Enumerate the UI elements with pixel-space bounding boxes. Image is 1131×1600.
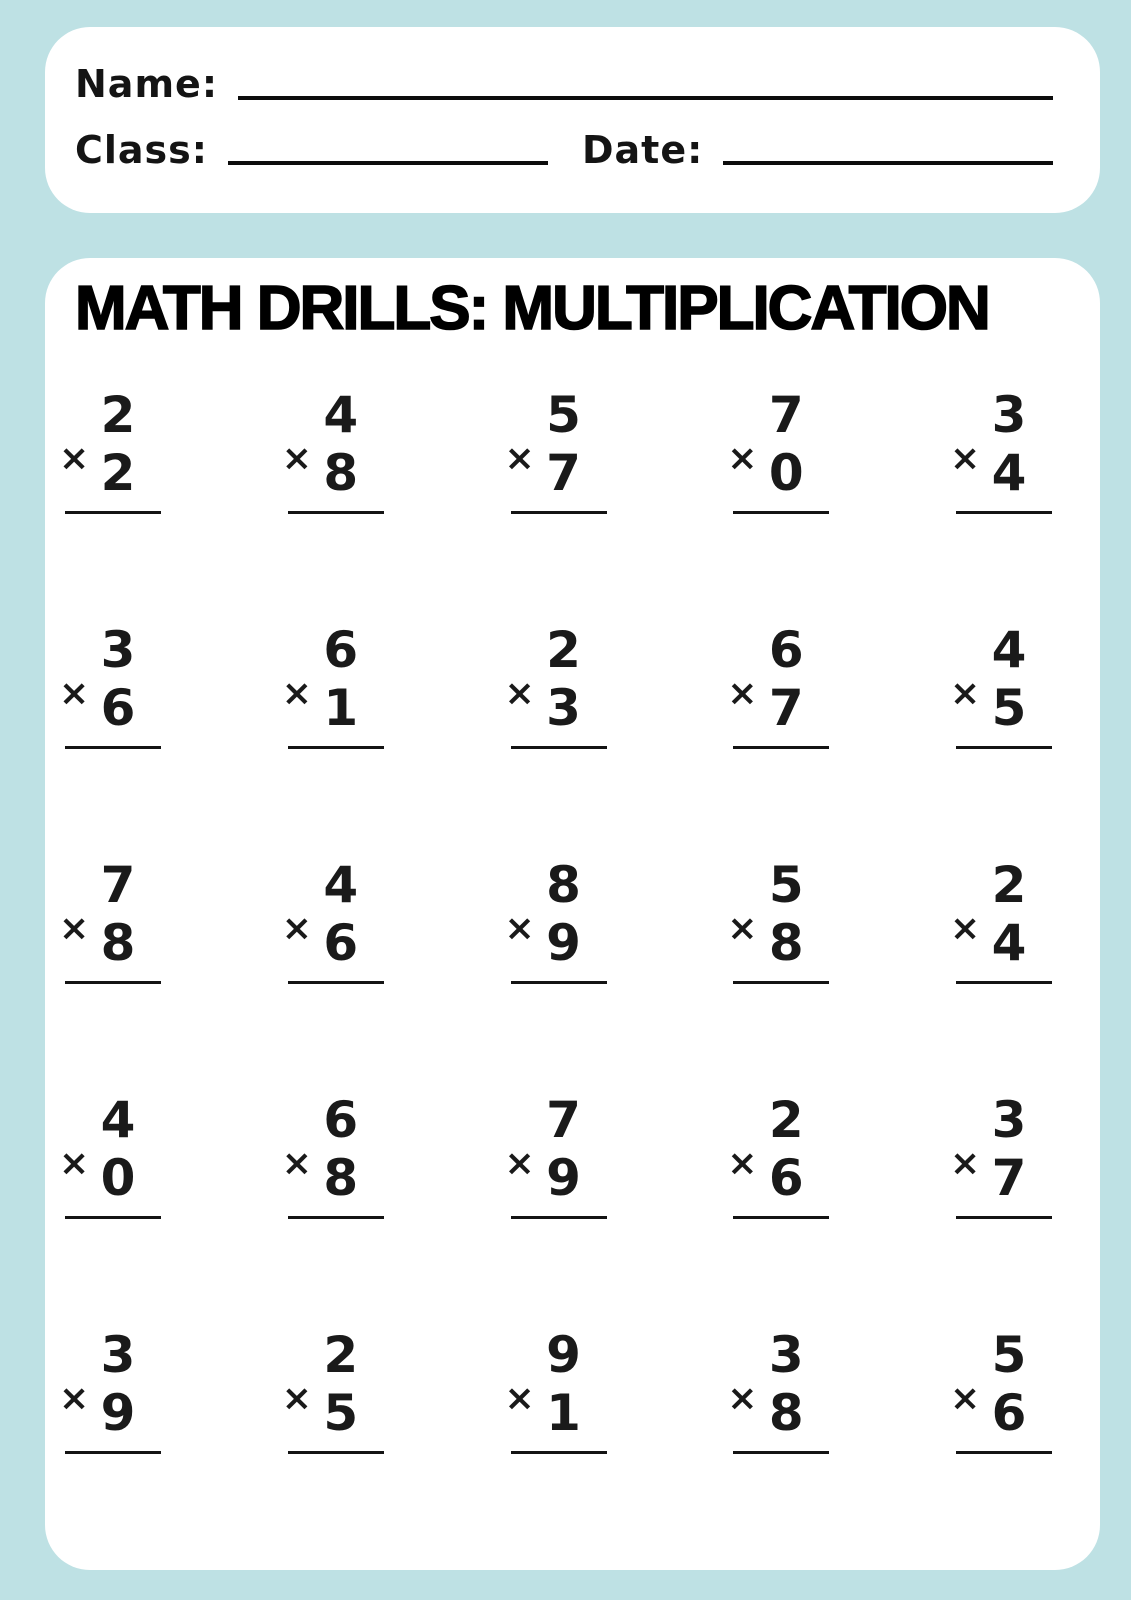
multiply-icon: × [504, 1143, 535, 1184]
multiply-icon: × [59, 1143, 90, 1184]
bottom-operand-row [281, 908, 384, 972]
multiplication-problem [727, 621, 829, 749]
bottom-operand: 6 [991, 1384, 1027, 1442]
multiplication-problem [504, 1091, 607, 1219]
multiply-icon: × [281, 1143, 312, 1184]
answer-line [956, 511, 1052, 514]
name-label: Name: [75, 62, 219, 106]
multiply-icon: × [727, 438, 758, 479]
multiply-icon: × [727, 908, 758, 949]
bottom-operand-row [281, 1143, 384, 1207]
bottom-operand: 5 [991, 679, 1027, 737]
worksheet-title: MATH DRILLS: MULTIPLICATION [75, 274, 989, 343]
problems-row [59, 1091, 1052, 1219]
multiplication-problem [281, 856, 384, 984]
multiplication-problem [950, 621, 1052, 749]
answer-line [511, 1451, 607, 1454]
top-operand: 6 [768, 621, 804, 679]
bottom-operand-row [950, 438, 1052, 502]
bottom-operand-row [59, 438, 161, 502]
top-operand: 3 [100, 621, 136, 679]
multiply-icon: × [504, 908, 535, 949]
answer-line [956, 1216, 1052, 1219]
top-operand: 7 [100, 856, 136, 914]
answer-line [511, 746, 607, 749]
answer-line [288, 1216, 384, 1219]
multiplication-problem [59, 856, 161, 984]
multiplication-problem [727, 1326, 829, 1454]
multiply-icon: × [950, 1378, 981, 1419]
name-line [238, 96, 1053, 100]
bottom-operand-row [727, 438, 829, 502]
bottom-operand: 5 [323, 1384, 359, 1442]
multiply-icon: × [950, 1143, 981, 1184]
answer-line [65, 511, 161, 514]
bottom-operand-row [950, 908, 1052, 972]
bottom-operand: 7 [768, 679, 804, 737]
multiplication-problem [727, 386, 829, 514]
multiplication-problem [504, 856, 607, 984]
bottom-operand: 0 [100, 1149, 136, 1207]
multiply-icon: × [59, 1378, 90, 1419]
top-operand: 2 [991, 856, 1027, 914]
bottom-operand-row [281, 1378, 384, 1442]
bottom-operand-row [59, 908, 161, 972]
bottom-operand-row [950, 1143, 1052, 1207]
top-operand: 4 [991, 621, 1027, 679]
answer-line [733, 1451, 829, 1454]
answer-line [288, 1451, 384, 1454]
bottom-operand-row [504, 908, 607, 972]
bottom-operand: 6 [100, 679, 136, 737]
bottom-operand-row [727, 673, 829, 737]
multiplication-problem [281, 621, 384, 749]
date-label: Date: [582, 127, 704, 172]
answer-line [733, 981, 829, 984]
multiply-icon: × [281, 673, 312, 714]
bottom-operand: 8 [100, 914, 136, 972]
answer-line [288, 981, 384, 984]
multiply-icon: × [950, 438, 981, 479]
multiply-icon: × [950, 673, 981, 714]
bottom-operand: 9 [100, 1384, 136, 1442]
multiply-icon: × [59, 438, 90, 479]
top-operand: 9 [546, 1326, 581, 1384]
multiply-icon: × [504, 438, 535, 479]
bottom-operand: 8 [768, 1384, 804, 1442]
answer-line [65, 981, 161, 984]
class-date-row [75, 129, 1053, 173]
answer-line [511, 981, 607, 984]
bottom-operand: 0 [768, 444, 804, 502]
multiplication-problem [727, 1091, 829, 1219]
answer-line [511, 1216, 607, 1219]
top-operand: 4 [323, 386, 359, 444]
student-info-card [45, 27, 1100, 213]
top-operand: 8 [546, 856, 581, 914]
answer-line [733, 1216, 829, 1219]
multiplication-problem [950, 1091, 1052, 1219]
top-operand: 3 [100, 1326, 136, 1384]
multiplication-problem [281, 1091, 384, 1219]
bottom-operand: 8 [323, 1149, 359, 1207]
top-operand: 3 [991, 1091, 1027, 1149]
multiplication-problem [727, 856, 829, 984]
multiplication-problem [950, 386, 1052, 514]
bottom-operand: 7 [991, 1149, 1027, 1207]
bottom-operand-row [727, 1143, 829, 1207]
answer-line [65, 1216, 161, 1219]
top-operand: 2 [100, 386, 136, 444]
top-operand: 4 [100, 1091, 136, 1149]
multiply-icon: × [59, 908, 90, 949]
multiplication-problem [504, 621, 607, 749]
multiply-icon: × [504, 1378, 535, 1419]
answer-line [956, 981, 1052, 984]
bottom-operand: 7 [546, 444, 581, 502]
top-operand: 2 [768, 1091, 804, 1149]
multiply-icon: × [504, 673, 535, 714]
multiplication-problem [950, 1326, 1052, 1454]
top-operand: 2 [546, 621, 581, 679]
answer-line [956, 746, 1052, 749]
answer-line [288, 511, 384, 514]
bottom-operand: 9 [546, 1149, 581, 1207]
multiply-icon: × [727, 673, 758, 714]
bottom-operand: 2 [100, 444, 136, 502]
bottom-operand-row [950, 673, 1052, 737]
answer-line [65, 746, 161, 749]
multiply-icon: × [950, 908, 981, 949]
answer-line [733, 511, 829, 514]
bottom-operand: 1 [546, 1384, 581, 1442]
top-operand: 3 [768, 1326, 804, 1384]
problems-row [59, 386, 1052, 514]
bottom-operand-row [59, 1378, 161, 1442]
bottom-operand: 4 [991, 914, 1027, 972]
top-operand: 4 [323, 856, 359, 914]
multiplication-problem [281, 1326, 384, 1454]
multiplication-problem [504, 1326, 607, 1454]
problems-grid [59, 386, 1052, 1454]
top-operand: 3 [991, 386, 1027, 444]
multiplication-problem [59, 621, 161, 749]
answer-line [288, 746, 384, 749]
class-line [228, 161, 548, 165]
answer-line [511, 511, 607, 514]
bottom-operand: 8 [323, 444, 359, 502]
multiply-icon: × [281, 438, 312, 479]
bottom-operand: 6 [323, 914, 359, 972]
bottom-operand-row [727, 908, 829, 972]
problems-row [59, 856, 1052, 984]
top-operand: 7 [768, 386, 804, 444]
bottom-operand-row [504, 1143, 607, 1207]
multiply-icon: × [727, 1378, 758, 1419]
bottom-operand-row [281, 438, 384, 502]
top-operand: 6 [323, 621, 359, 679]
bottom-operand-row [727, 1378, 829, 1442]
drills-card [45, 258, 1100, 1570]
answer-line [956, 1451, 1052, 1454]
multiply-icon: × [281, 908, 312, 949]
bottom-operand-row [504, 673, 607, 737]
top-operand: 2 [323, 1326, 359, 1384]
multiply-icon: × [59, 673, 90, 714]
bottom-operand: 8 [768, 914, 804, 972]
multiplication-problem [281, 386, 384, 514]
date-line [723, 161, 1053, 165]
bottom-operand-row [504, 1378, 607, 1442]
bottom-operand: 9 [546, 914, 581, 972]
top-operand: 5 [768, 856, 804, 914]
multiply-icon: × [727, 1143, 758, 1184]
top-operand: 5 [546, 386, 581, 444]
name-row [75, 63, 1053, 107]
class-label: Class: [75, 127, 208, 172]
multiplication-problem [59, 386, 161, 514]
bottom-operand-row [950, 1378, 1052, 1442]
multiply-icon: × [281, 1378, 312, 1419]
multiplication-problem [59, 1326, 161, 1454]
problems-row [59, 621, 1052, 749]
bottom-operand-row [281, 673, 384, 737]
problems-row [59, 1326, 1052, 1454]
multiplication-problem [504, 386, 607, 514]
bottom-operand: 4 [991, 444, 1027, 502]
bottom-operand: 3 [546, 679, 581, 737]
bottom-operand-row [59, 673, 161, 737]
top-operand: 6 [323, 1091, 359, 1149]
top-operand: 5 [991, 1326, 1027, 1384]
answer-line [65, 1451, 161, 1454]
bottom-operand-row [59, 1143, 161, 1207]
bottom-operand-row [504, 438, 607, 502]
answer-line [733, 746, 829, 749]
bottom-operand: 1 [323, 679, 359, 737]
multiplication-problem [950, 856, 1052, 984]
multiplication-problem [59, 1091, 161, 1219]
bottom-operand: 6 [768, 1149, 804, 1207]
top-operand: 7 [546, 1091, 581, 1149]
